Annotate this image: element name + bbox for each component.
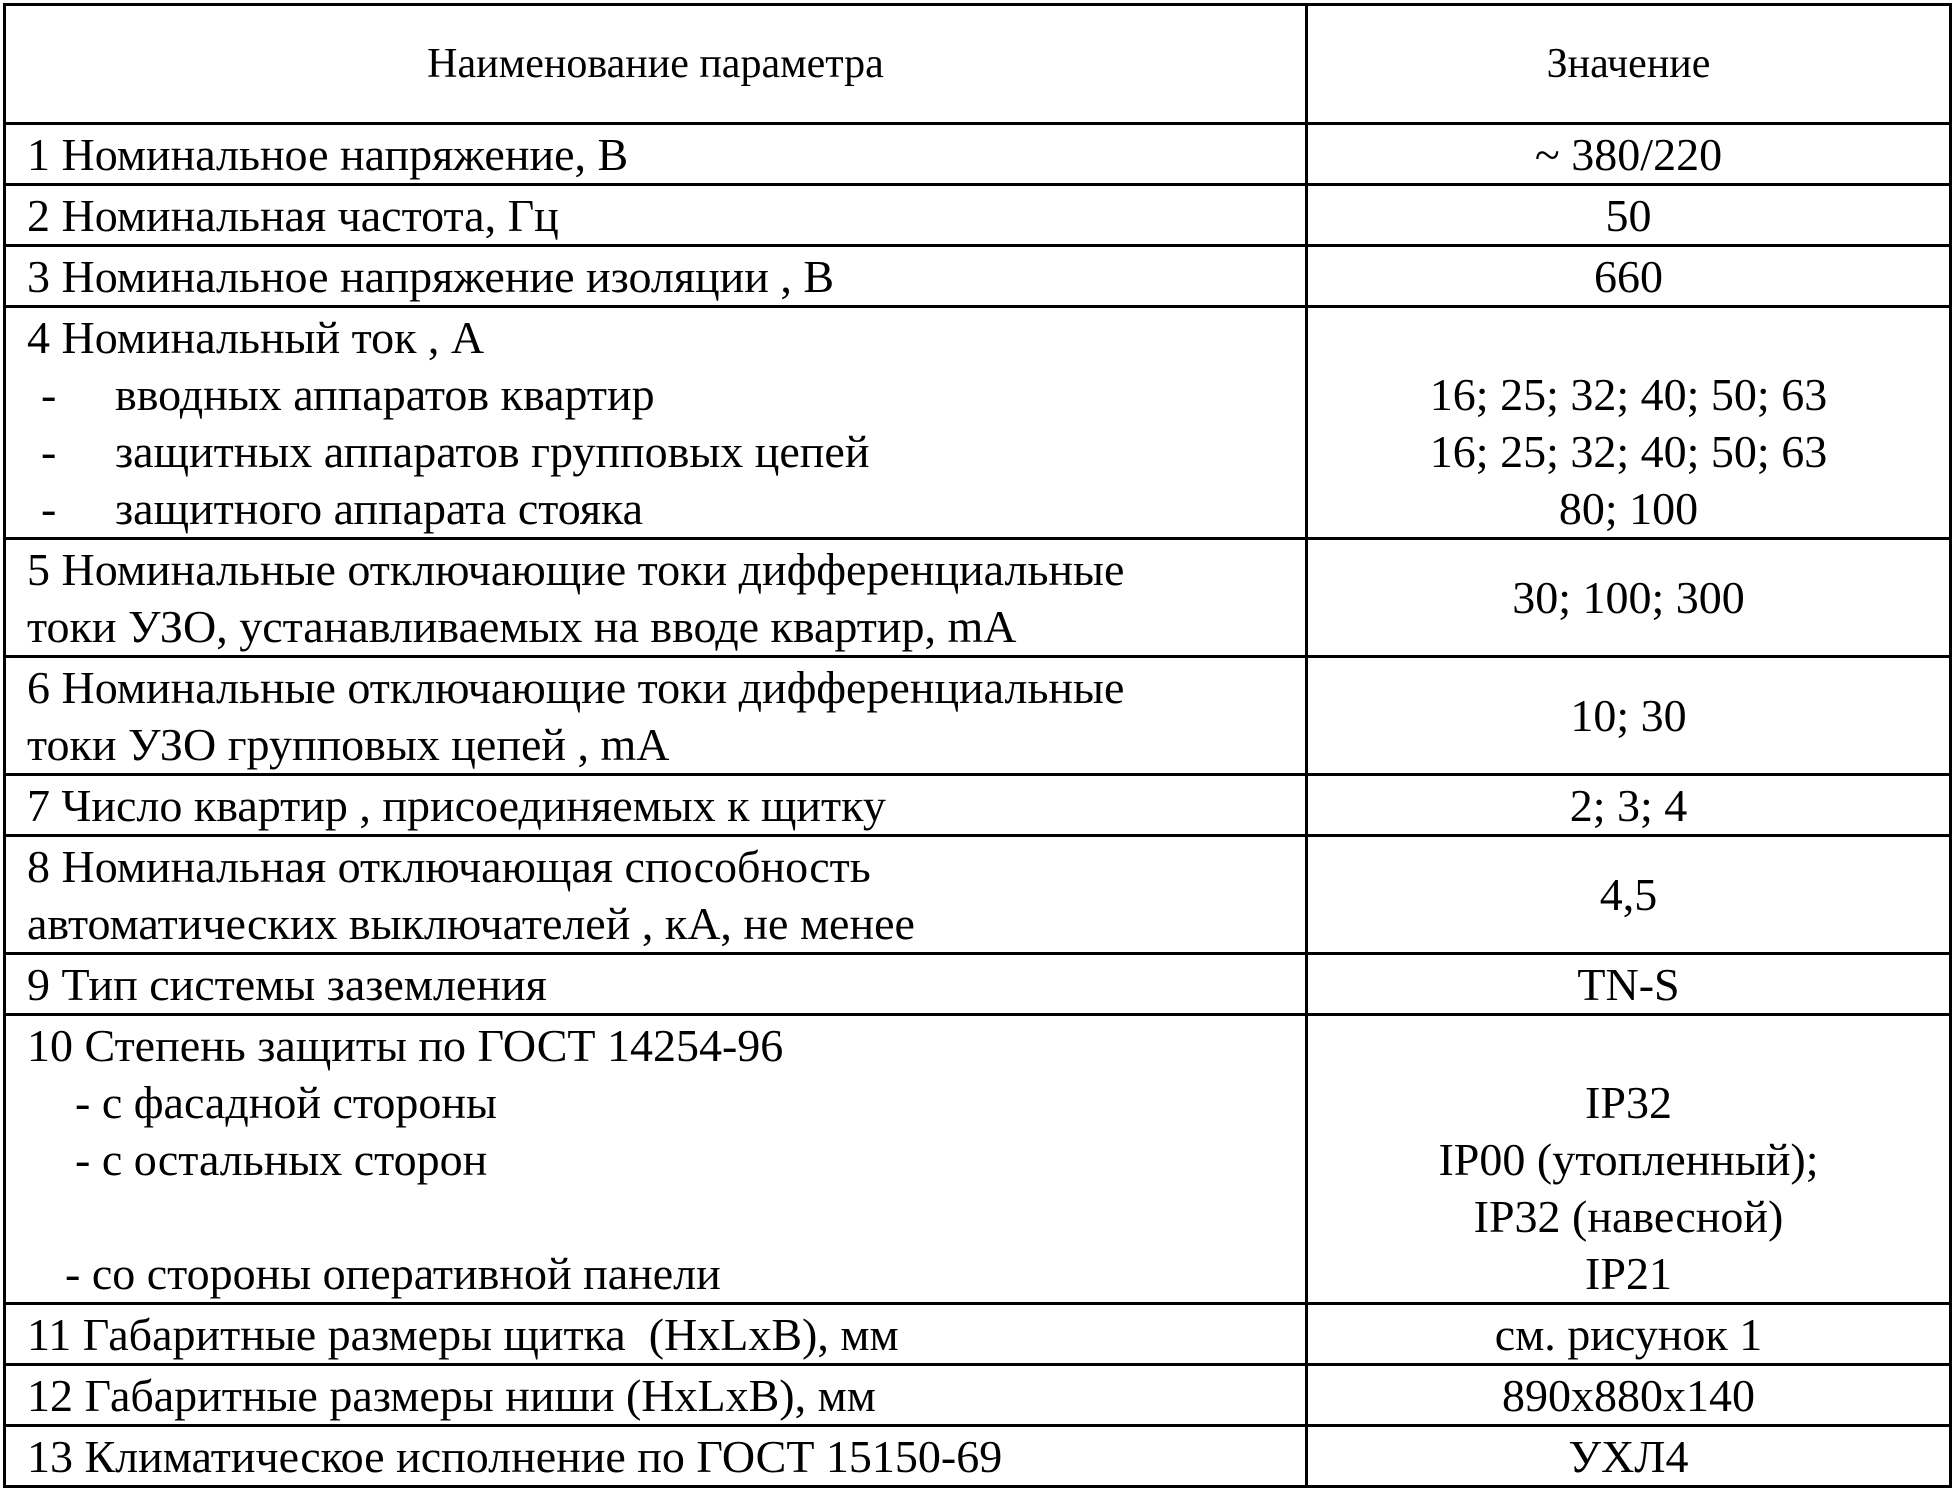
param-cell [5,185,1307,246]
param-cell [5,1365,1307,1426]
list-item: - с остальных сторон [75,1134,488,1185]
param-cell [5,657,1307,775]
spacer [27,1188,1305,1245]
table-row [5,657,1951,775]
param-cell [5,307,1307,539]
value-text: 890x880x140 [1502,1369,1755,1421]
table-row [5,954,1951,1015]
param-text: токи УЗО групповых цепей , mA [27,719,670,770]
param-text: 2 Номинальная частота, Гц [27,190,559,241]
table-row [5,1304,1951,1365]
value-text: 30; 100; 300 [1512,572,1745,623]
subitem-text: защитных аппаратов групповых цепей [115,426,870,477]
value-cell [1307,124,1951,185]
value-cell [1307,1426,1951,1487]
parameters-table [3,3,1952,1488]
value-cell [1307,1304,1951,1365]
table-row [5,185,1951,246]
table-row [5,836,1951,954]
table-row [5,1426,1951,1487]
param-text: 7 Число квартир , присоединяемых к щитку [27,780,886,831]
param-text: 12 Габаритные размеры ниши (HxLxB), мм [27,1370,876,1421]
subitem-text: вводных аппаратов квартир [115,369,655,420]
table-row [5,1015,1951,1304]
value-cell [1307,836,1951,954]
value-cell [1307,954,1951,1015]
list-item [27,423,1305,480]
param-cell [5,539,1307,657]
param-text: 1 Номинальное напряжение, В [27,129,629,180]
value-text: ~ 380/220 [1534,128,1723,180]
value-text: см. рисунок 1 [1494,1308,1763,1360]
param-cell [5,954,1307,1015]
value-text: 10; 30 [1570,690,1687,741]
list-item: - с фасадной стороны [75,1077,497,1128]
table-row [5,246,1951,307]
value-cell [1307,246,1951,307]
param-cell [5,246,1307,307]
dash-marker: - [41,426,57,477]
value-text: 80; 100 [1558,483,1699,534]
value-text: 2; 3; 4 [1569,779,1688,831]
list-item: - со стороны оперативной панели [65,1248,721,1299]
table-row [5,307,1951,539]
dash-marker: - [41,483,57,534]
param-text: 5 Номинальные отключающие токи дифференциальные [27,544,1125,595]
value-text: IP21 [1585,1248,1672,1299]
param-text: 8 Номинальная отключающая способность [27,841,871,892]
value-text: IP32 (навесной) [1473,1191,1784,1242]
value-text: IP32 [1585,1077,1672,1128]
param-text: автоматических выключателей , кА, не менее [27,898,915,949]
value-text: УХЛ4 [1568,1430,1689,1482]
param-text: 6 Номинальные отключающие токи дифференциальные [27,662,1125,713]
value-cell [1307,185,1951,246]
header-param: Наименование параметра [5,5,1307,124]
table-row [5,1365,1951,1426]
value-cell [1307,1015,1951,1304]
value-cell [1307,307,1951,539]
param-text: 9 Тип системы заземления [27,959,547,1010]
param-cell [5,124,1307,185]
param-text: 3 Номинальное напряжение изоляции , В [27,251,835,302]
value-text: 16; 25; 32; 40; 50; 63 [1429,426,1828,477]
value-text: 16; 25; 32; 40; 50; 63 [1429,369,1828,420]
param-text: токи УЗО, устанавливаемых на вводе квартир, mA [27,601,1017,652]
value-cell [1307,657,1951,775]
subitem-text: защитного аппарата стояка [115,483,644,534]
value-text: 4,5 [1599,869,1658,920]
table-row [5,124,1951,185]
header-value: Значение [1307,5,1951,124]
value-cell [1307,1365,1951,1426]
param-cell [5,775,1307,836]
param-text: 11 Габаритные размеры щитка (HxLxB), мм [27,1309,899,1360]
value-text: 660 [1594,250,1663,302]
param-cell [5,1304,1307,1365]
param-cell [5,1015,1307,1304]
list-item [27,366,1305,423]
spacer [1308,1017,1949,1074]
param-text: 4 Номинальный ток , А [27,312,485,363]
table-row [5,775,1951,836]
value-text: 50 [1605,189,1652,241]
spacer [1308,309,1949,366]
value-cell [1307,775,1951,836]
dash-marker: - [41,369,57,420]
param-cell [5,1426,1307,1487]
table-row [5,539,1951,657]
list-item [27,480,1305,537]
param-cell [5,836,1307,954]
value-cell [1307,539,1951,657]
param-text: 13 Климатическое исполнение по ГОСТ 15150-69 [27,1431,1003,1482]
table-header-row [5,5,1951,124]
value-text: TN-S [1577,958,1680,1010]
param-text: 10 Степень защиты по ГОСТ 14254-96 [27,1020,784,1071]
value-text: IP00 (утопленный); [1438,1134,1819,1185]
